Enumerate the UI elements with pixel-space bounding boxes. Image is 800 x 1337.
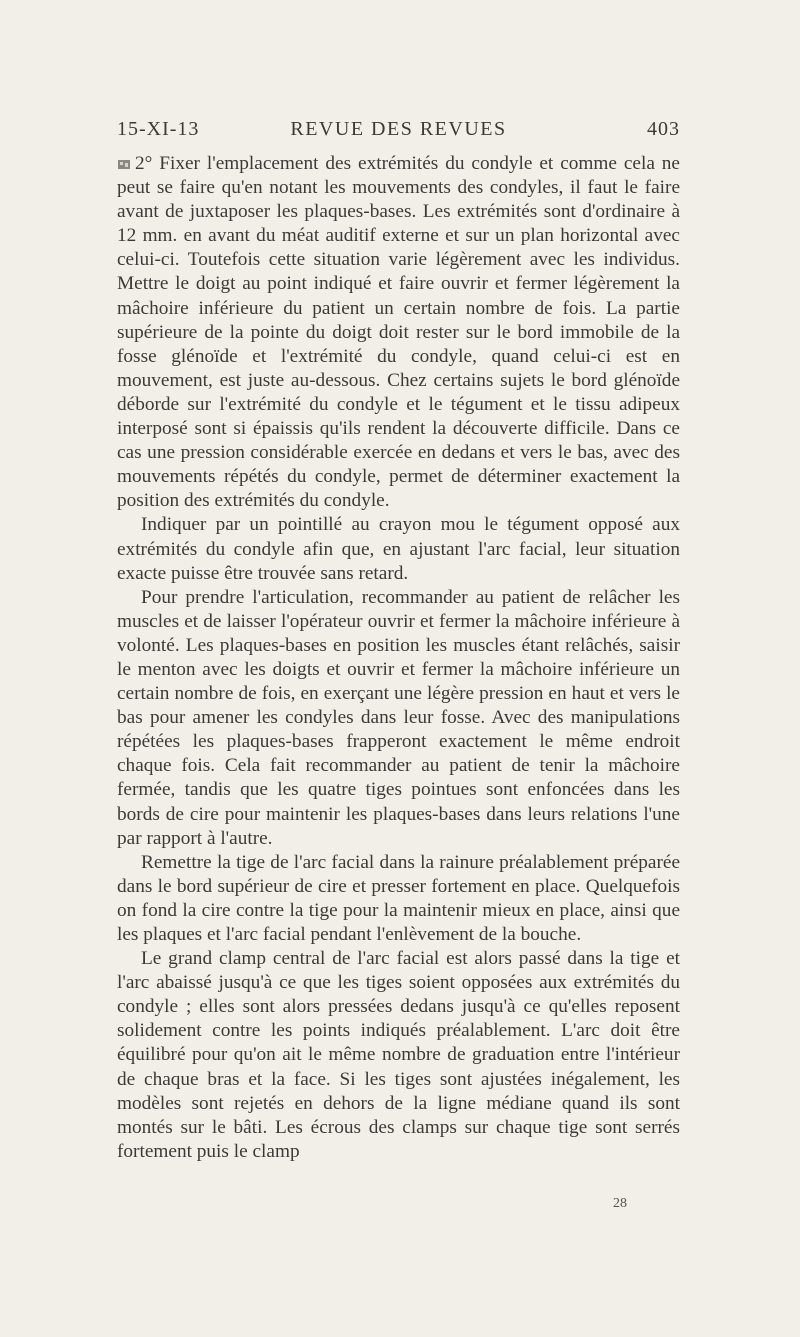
- paragraph: [117, 152, 680, 513]
- body-text: [117, 152, 680, 1164]
- header-page-number: 403: [647, 118, 680, 140]
- paragraph: Indiquer par un pointillé au crayon mou le tégument opposé aux extrémités du condyle afin que, en ajustant l'arc facial, leur situation exacte puisse être trouvée sans retard.: [117, 514, 680, 584]
- paragraph-text: 2° Fixer l'emplacement des extrémités du condyle et comme cela ne peut se faire qu'en notant les mouvements des condyles, il faut le faire avant de juxtaposer les plaques-bases. Les extrémités sont d'ordinaire à 12 mm. en avant du méat auditif externe et sur un plan horizontal avec celui-ci. Toutefois cette situation varie légèrement avec les individus. Mettre le doigt au point indiqué et faire ouvrir et fermer légèrement la mâchoire inférieure du patient un certain nombre de fois. La partie supérieure de la pointe du doigt doit rester sur le bord immobile de la fosse glénoïde et l'extrémité du condyle, quand celui-ci est en mouvement, est juste au-dessous. Chez certains sujets le bord glénoïde déborde sur l'extrémité du condyle et le tégument et le tissu adipeux interposé sont si épaissis qu'ils rendent la découverte difficile. Dans ce cas une pression considérable exercée en dedans et vers le bas, avec des mouvements répétés du condyle, permet de déterminer exactement la position des extrémités du condyle.: [117, 153, 680, 512]
- header-title: REVUE DES REVUES: [290, 118, 507, 140]
- header-date: 15-XI-13: [117, 118, 200, 140]
- paragraph: Remettre la tige de l'arc facial dans la rainure préalablement préparée dans le bord supérieur de cire et presser fortement en place. Quelquefois on fond la cire contre la tige pour la maintenir mieux en place, ainsi que les plaques et l'arc facial pendant l'enlèvement de la bouche.: [117, 851, 680, 945]
- running-header: [117, 118, 680, 148]
- paragraph: Le grand clamp central de l'arc facial est alors passé dans la tige et l'arc abaissé jusqu'à ce que les tiges soient opposées aux extrémités du condyle ; elles sont alors pressées dedans jusqu'à ce qu'elles reposent solidement contre les points indiqués préalablement. L'arc doit être équilibré pour qu'on ait le même nombre de graduation entre l'intérieur de chaque bras et la face. Si les tiges sont ajustées inégalement, les modèles sont rejetés en dehors de la ligne médiane quand ils sont montés sur le bâti. Les écrous des clamps sur chaque tige sont serrés fortement puis le clamp: [117, 948, 680, 1162]
- signature-mark: 28: [613, 1196, 627, 1211]
- library-stamp-icon: [117, 158, 131, 170]
- paragraph: Pour prendre l'articulation, recommander au patient de relâcher les muscles et de laisser l'opérateur ouvrir et fermer la mâchoire inférieure à volonté. Les plaques-bases en position les muscles étant relâchés, saisir le menton avec les doigts et ouvrir et fermer la mâchoire inférieure un certain nombre de fois, en exerçant une légère pression en haut et vers le bas pour amener les condyles dans leur fosse. Avec des manipulations répétées les plaques-bases frapperont exactement le même endroit chaque fois. Cela fait recommander au patient de tenir la mâchoire fermée, tandis que les quatre tiges pointues sont enfoncées dans les bords de cire pour maintenir les plaques-bases dans leurs relations l'une par rapport à l'autre.: [117, 586, 680, 849]
